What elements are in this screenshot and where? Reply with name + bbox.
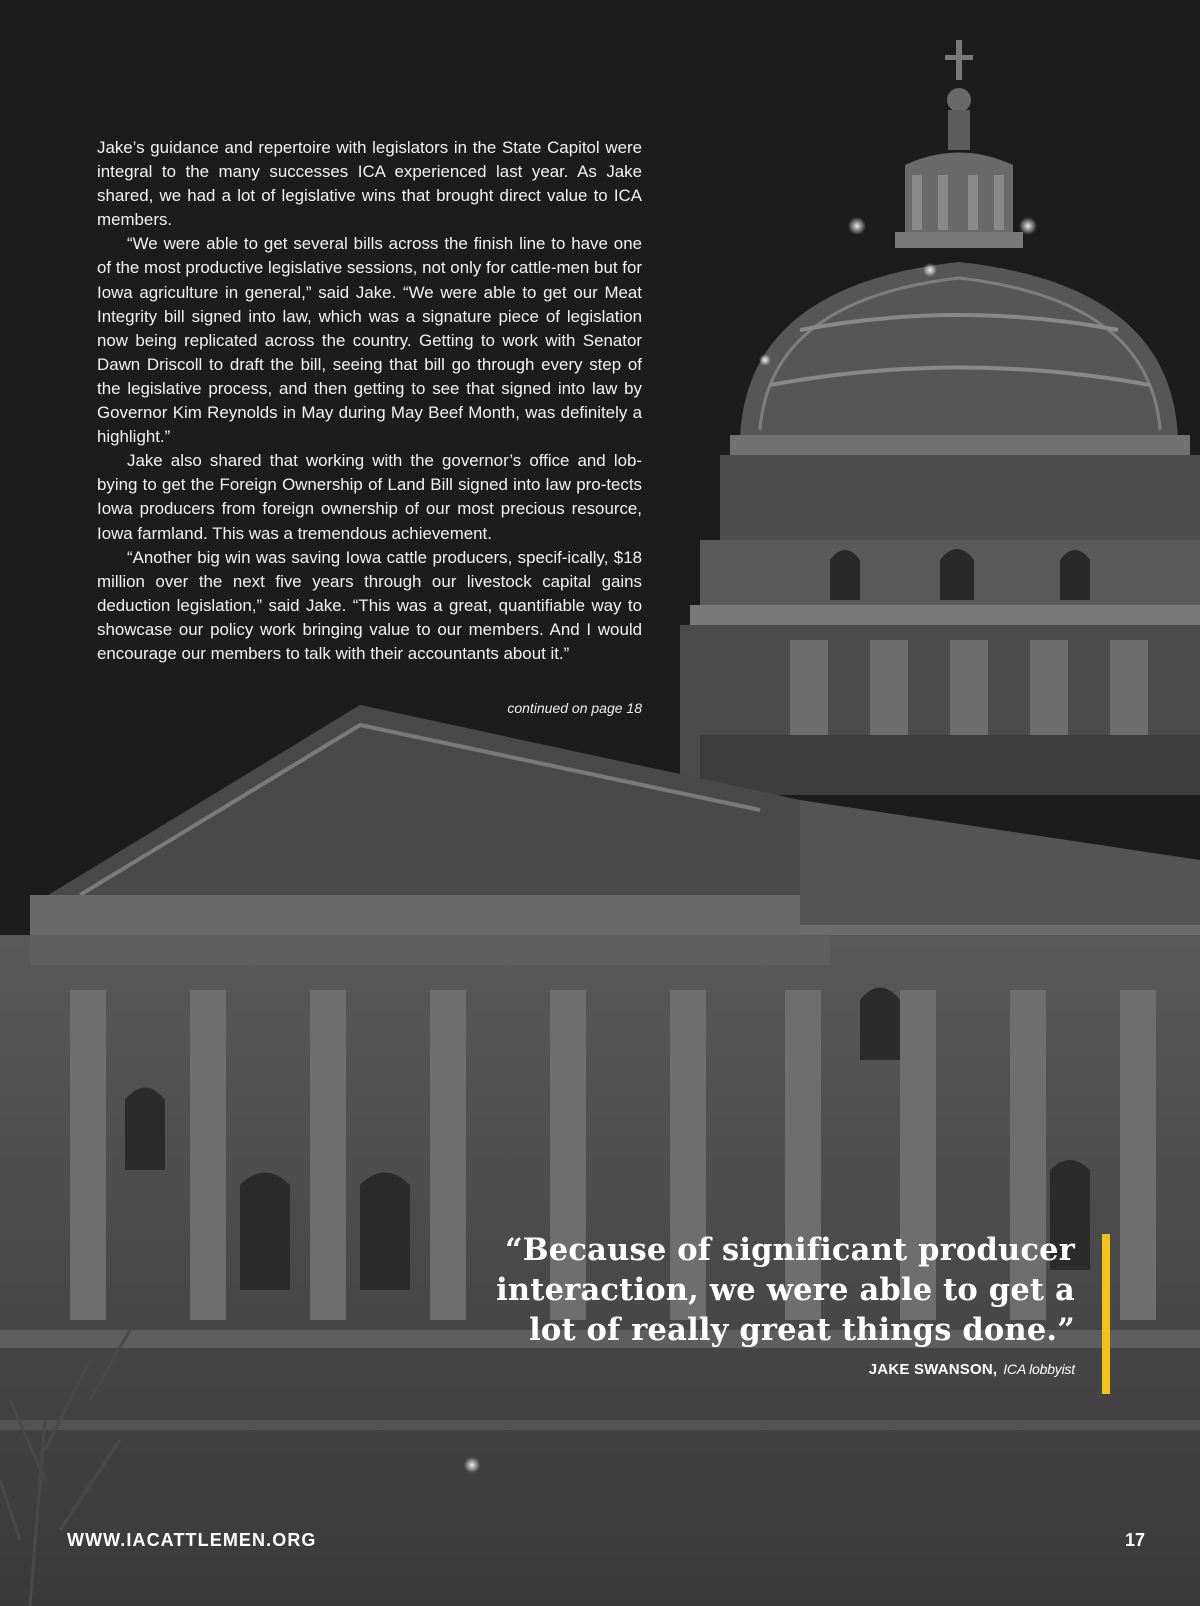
- page-number: 17: [1124, 1530, 1145, 1550]
- quote-attribution: [560, 1361, 1075, 1378]
- article-paragraph: Jake’s guidance and repertoire with legislators in the State Capitol were integral to the many successes ICA experienced last year. As Jake shared, we had a lot of legislative wins that brought direct value to ICA members.: [97, 138, 642, 230]
- continued-note: continued on page 18: [507, 700, 642, 716]
- pull-quote-line: lot of really great things done.”: [529, 1312, 1075, 1348]
- pull-quote-line: “Because of significant producer: [505, 1232, 1075, 1268]
- article-paragraph: “We were able to get several bills across the finish line to have one of the most productive legislative sessions, not only for cattle-men but for Iowa agriculture in general,” said Jake. “We were able to get our Meat Integrity bill signed into law, which was a signature piece of legislation now being replicated across the country. Getting to work with Senator Dawn Driscoll to draft the bill, seeing that bill go through every step of the legislative process, and then getting to see that signed into law by Governor Kim Reynolds in May during May Beef Month, was definitely a highlight.”: [97, 234, 642, 447]
- pull-quote: [460, 1230, 1075, 1350]
- attribution-name: JAKE SWANSON,: [868, 1361, 998, 1378]
- quote-accent-bar: [1102, 1234, 1110, 1394]
- attribution-role: ICA lobbyist: [1003, 1361, 1075, 1377]
- article-paragraph: Jake also shared that working with the governor’s office and lob-bying to get the Foreign Ownership of Land Bill signed into law pro-tects Iowa producers from foreign ownership of our most precious resource, Iowa farmland. This was a tremendous achievement.: [97, 451, 642, 543]
- article-body: [97, 136, 642, 666]
- article-paragraph: “Another big win was saving Iowa cattle producers, specif-ically, $18 million over the next five years through our livestock capital gains deduction legislation,” said Jake. “This was a great, quantifiable way to showcase our policy work bringing value to our members. And I would encourage our members to talk with their accountants about it.”: [97, 547, 642, 663]
- footer-website: WWW.IACATTLEMEN.ORG: [67, 1530, 317, 1550]
- pull-quote-line: interaction, we were able to get a: [496, 1272, 1075, 1308]
